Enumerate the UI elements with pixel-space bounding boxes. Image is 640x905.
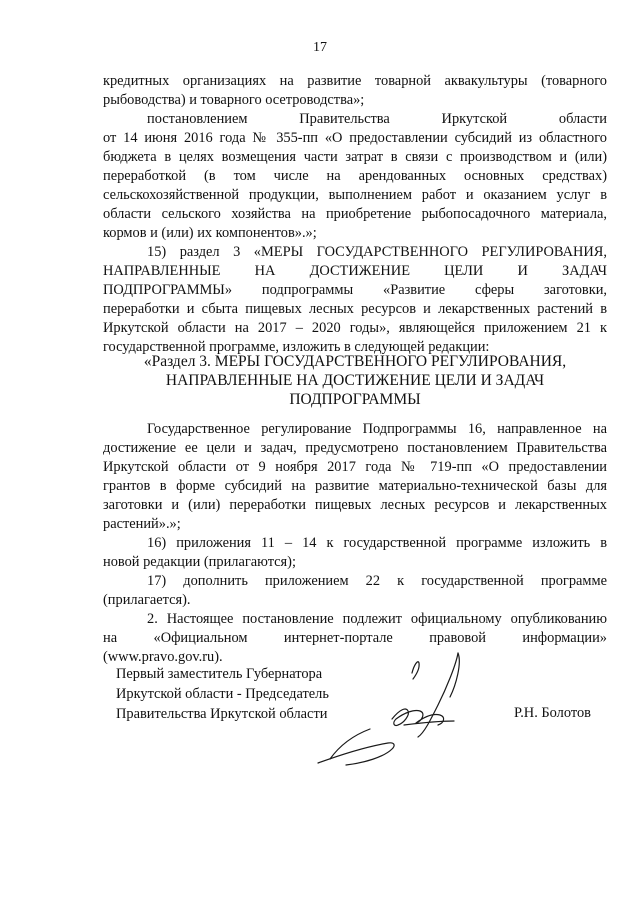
signatory-position-line: Первый заместитель Губернатора bbox=[116, 666, 323, 682]
section-body-line: 17) дополнить приложением 22 к государственной программе bbox=[147, 573, 607, 589]
body-line: области сельского хозяйства на приобретение рыбопосадочного материала, bbox=[103, 206, 607, 222]
signatory-position-line: Правительства Иркутской области bbox=[116, 706, 328, 722]
body-line: кормов и (или) их компонентов».»; bbox=[103, 225, 317, 241]
section-body-line: Иркутской области от 9 ноября 2017 года № 719-пп «О предоставлении bbox=[103, 459, 607, 475]
body-line: ПОДПРОГРАММЫ» подпрограммы «Развитие сферы заготовки, bbox=[103, 282, 607, 298]
body-line: от 14 июня 2016 года № 355-пп «О предоставлении субсидий из областного bbox=[103, 130, 607, 146]
handwritten-signature bbox=[300, 645, 490, 770]
body-line: переработкой (в том числе на арендованных основных средствах) bbox=[103, 168, 607, 184]
section-body-line: 2. Настоящее постановление подлежит официальному опубликованию bbox=[147, 611, 607, 627]
body-line: бюджета в целях возмещения части затрат в связи с производством и (или) bbox=[103, 149, 607, 165]
body-line: Иркутской области на 2017 – 2020 годы», являющейся приложением 21 к bbox=[103, 320, 607, 336]
section-body-line: растений».»; bbox=[103, 516, 181, 532]
body-line: 15) раздел 3 «МЕРЫ ГОСУДАРСТВЕННОГО РЕГУЛИРОВАНИЯ, bbox=[147, 244, 607, 260]
body-line: переработки и сбыта пищевых лесных ресурсов и лекарственных растений в bbox=[103, 301, 607, 317]
signatory-name: Р.Н. Болотов bbox=[514, 705, 591, 721]
section-body-line: новой редакции (прилагаются); bbox=[103, 554, 296, 570]
section-heading-line: НАПРАВЛЕННЫЕ НА ДОСТИЖЕНИЕ ЦЕЛИ И ЗАДАЧ bbox=[165, 372, 545, 389]
body-line: кредитных организациях на развитие товарной аквакультуры (товарного bbox=[103, 73, 607, 89]
section-body-line: Государственное регулирование Подпрограммы 16, направленное на bbox=[147, 421, 607, 437]
section-body-line: достижение ее цели и задач, предусмотрено постановлением Правительства bbox=[103, 440, 607, 456]
section-heading-line: ПОДПРОГРАММЫ bbox=[289, 391, 421, 408]
body-line: НАПРАВЛЕННЫЕ НА ДОСТИЖЕНИЕ ЦЕЛИ И ЗАДАЧ bbox=[103, 263, 607, 279]
section-body-line: (www.pravo.gov.ru). bbox=[103, 649, 223, 665]
signatory-position-line: Иркутской области - Председатель bbox=[116, 686, 329, 702]
page-number: 17 bbox=[313, 40, 327, 55]
body-line: постановлением Правительства Иркутской области bbox=[147, 111, 607, 127]
body-line: государственной программе, изложить в следующей редакции: bbox=[103, 339, 490, 355]
section-body-line: 16) приложения 11 – 14 к государственной программе изложить в bbox=[147, 535, 607, 551]
section-body-line: (прилагается). bbox=[103, 592, 191, 608]
body-line: сельскохозяйственной продукции, выполнением работ и оказанием услуг в bbox=[103, 187, 607, 203]
body-line: рыбоводства) и товарного осетроводства»; bbox=[103, 92, 365, 108]
section-body-line: на «Официальном интернет-портале правовой информации» bbox=[103, 630, 607, 646]
section-body-line: заготовки и (или) переработки пищевых лесных ресурсов и лекарственных bbox=[103, 497, 607, 513]
section-heading-line: «Раздел 3. МЕРЫ ГОСУДАРСТВЕННОГО РЕГУЛИРОВАНИЯ, bbox=[143, 353, 567, 370]
section-body-line: грантов в форме субсидий на развитие материально-технической базы для bbox=[103, 478, 607, 494]
